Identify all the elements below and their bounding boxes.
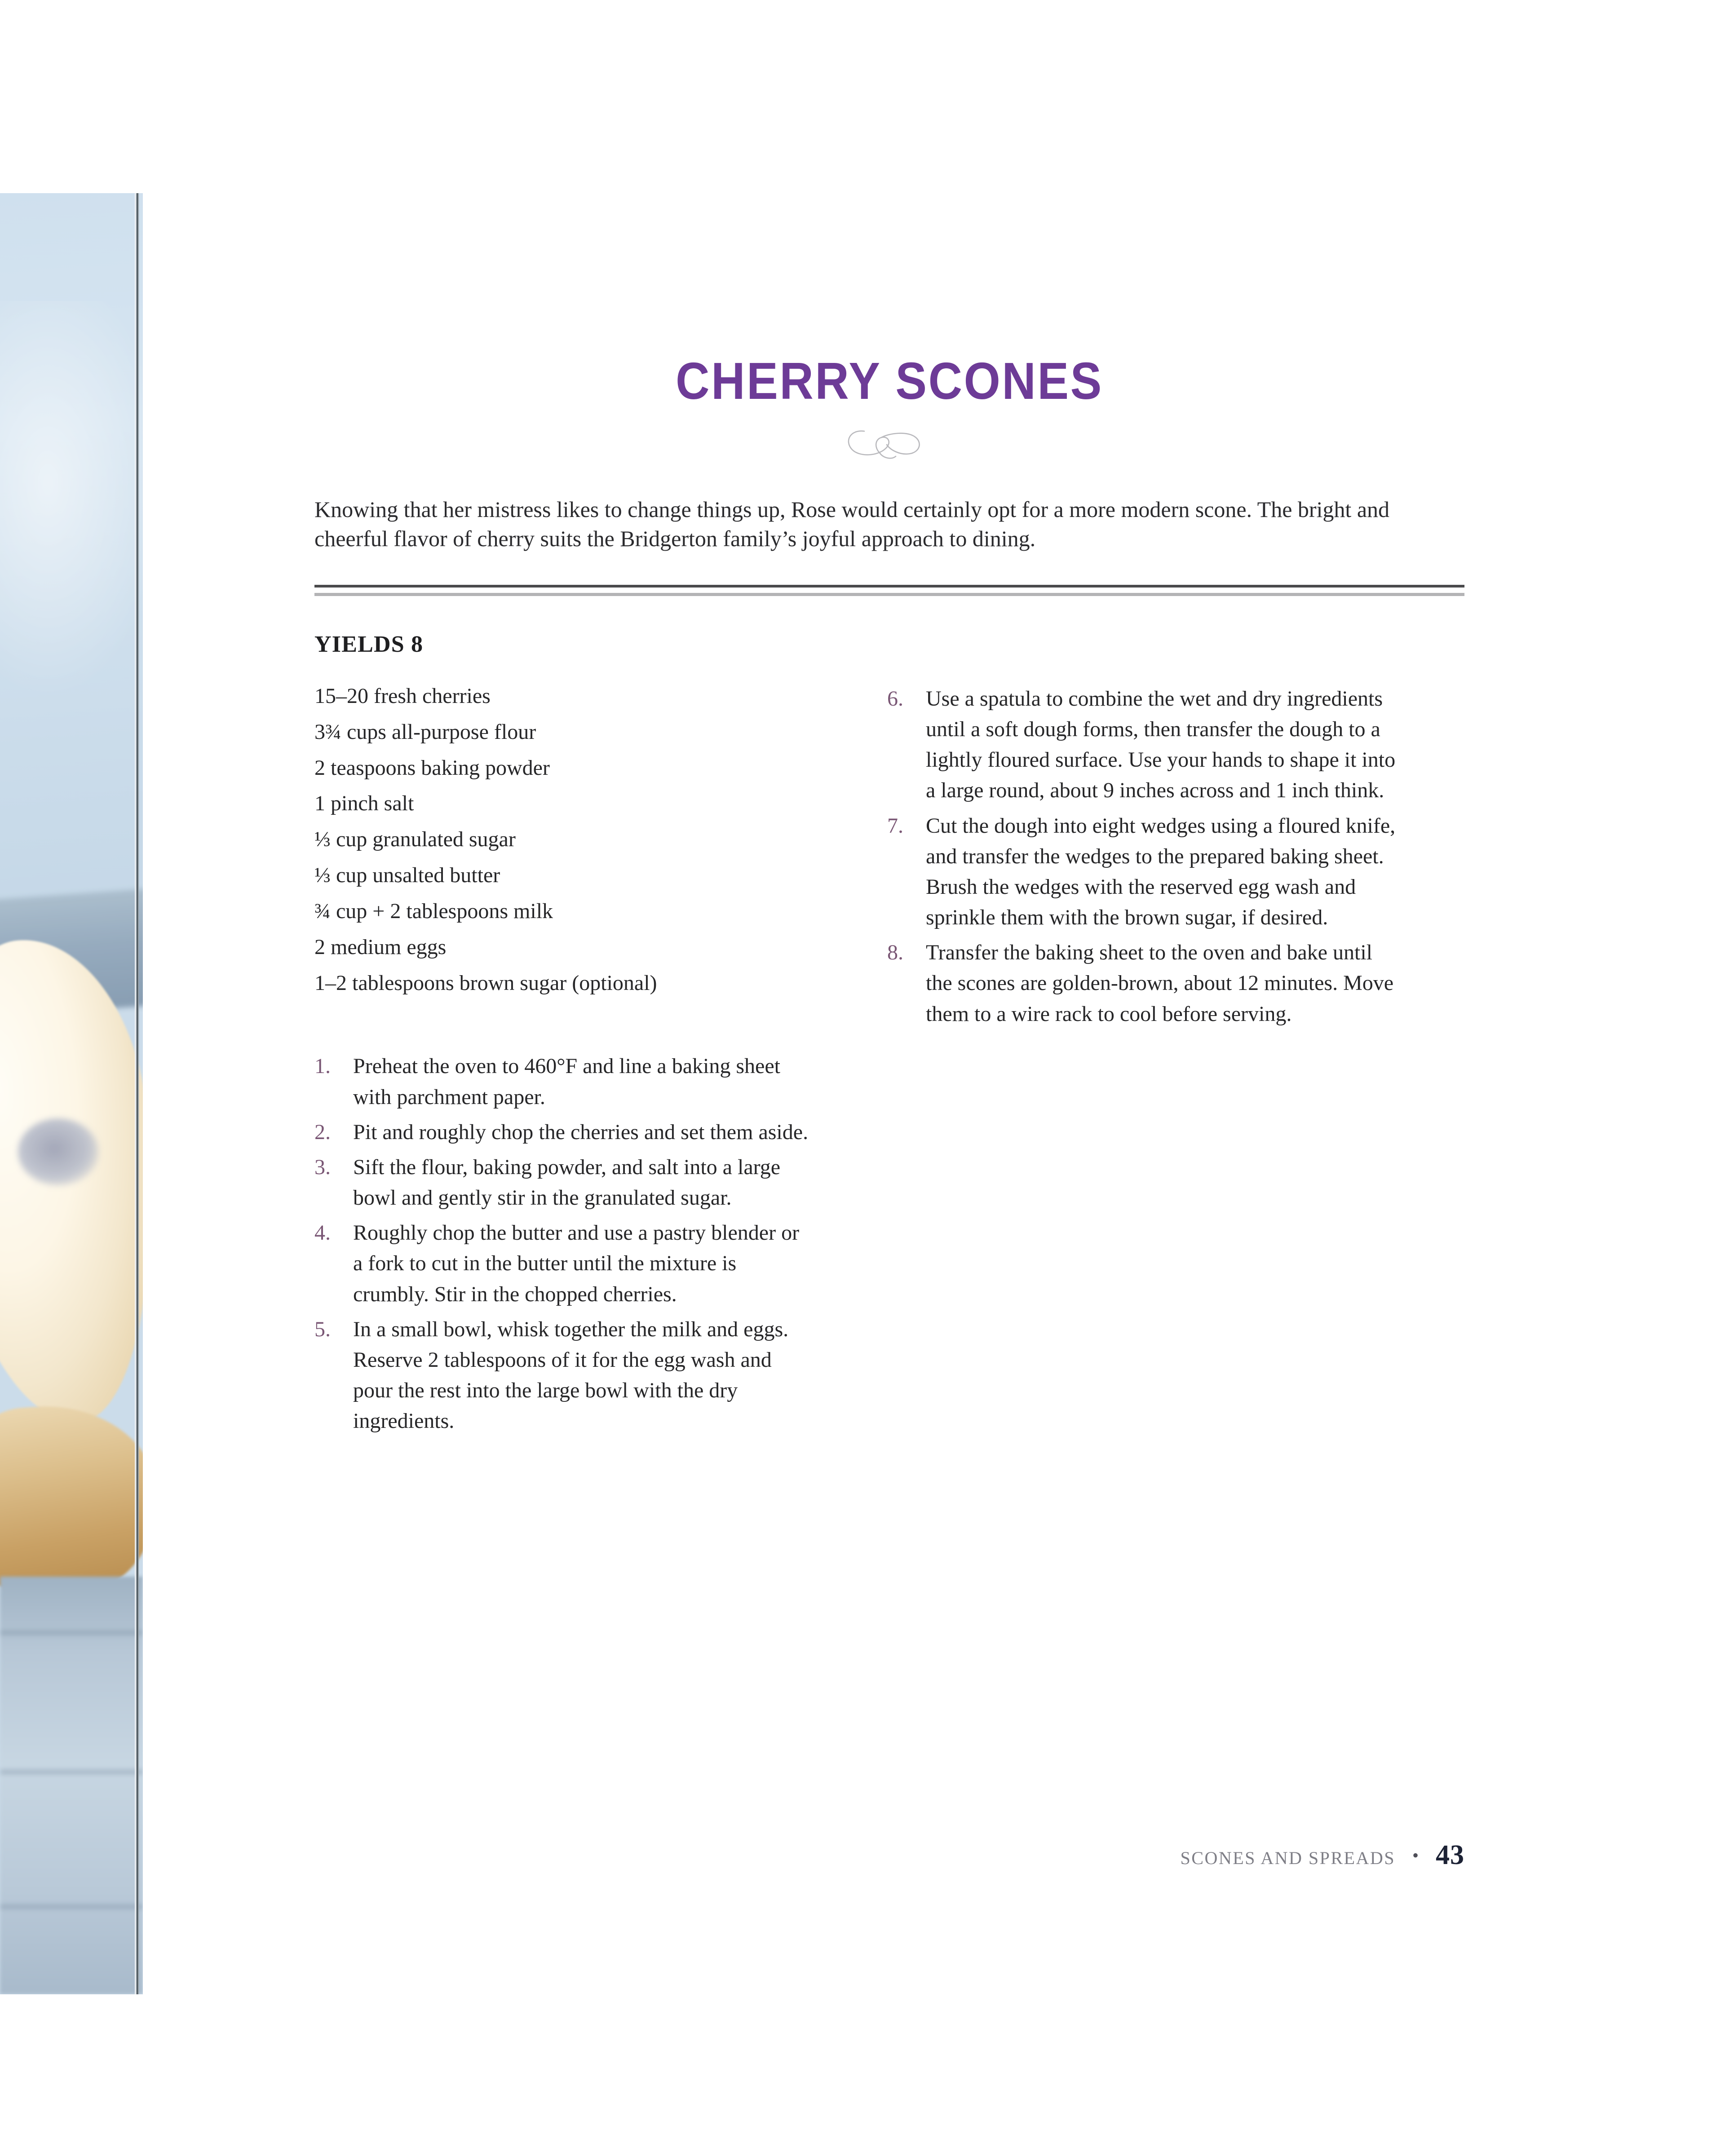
ingredient-item: 1 pinch salt [314,791,414,816]
step-number: 3. [314,1155,331,1179]
right-column [887,682,1397,1034]
step-text: In a small bowl, whisk together the milk and eggs. Reserve 2 tablespoons of it for the egg wash and pour the rest into the large bowl with the dry ingredients. [353,1317,789,1433]
step-text: Sift the flour, baking powder, and salt into a large bowl and gently stir in the granulated sugar. [353,1155,781,1210]
ingredient-item: ⅓ cup unsalted butter [314,863,500,888]
instruction-step [887,811,1397,933]
ingredient-item: 3¾ cups all-purpose flour [314,720,536,744]
photo-plank-seam [0,1770,143,1774]
ingredient-item: ⅓ cup granulated sugar [314,827,516,852]
step-text: Transfer the baking sheet to the oven and bake until the scones are golden-brown, about 12 minutes. Move them to a wire rack to cool before serving. [926,941,1394,1026]
step-number: 4. [314,1221,331,1245]
step-text: Cut the dough into eight wedges using a floured knife, and transfer the wedges to the prepared baking sheet. Brush the wedges with the reserved egg wash and sprinkle them with the brown sugar, if desired. [926,813,1396,930]
ingredient-item: 15–20 fresh cherries [314,684,491,708]
instruction-step [314,1117,811,1148]
ingredient-item: 2 teaspoons baking powder [314,755,550,780]
photo-plank-seam [0,1904,143,1909]
page-number: 43 [1436,1840,1464,1870]
instruction-step [314,1152,811,1213]
step-text: Roughly chop the butter and use a pastry blender or a fork to cut in the butter until the mixture is crumbly. Stir in the chopped cherries. [353,1221,800,1306]
photo-cherry-crumb [18,1118,99,1186]
step-number: 2. [314,1120,331,1144]
step-text: Preheat the oven to 460°F and line a baking sheet with parchment paper. [353,1054,780,1109]
divider-rule-dark [314,585,1464,588]
step-text: Use a spatula to combine the wet and dry ingredients until a soft dough forms, then transfer the dough to a lightly floured surface. Use your hands to shape it into a large round, about 9 inches across and 1 inch think. [926,687,1396,803]
ingredients-list [314,682,811,997]
page-title: CHERRY SCONES [676,352,1103,410]
recipe-columns [314,682,1464,1441]
step-number: 8. [887,941,903,965]
instruction-step [314,1051,811,1112]
step-number: 6. [887,687,903,711]
footer-section-label: SCONES AND SPREADS [1180,1848,1395,1868]
step-number: 5. [314,1317,331,1341]
instructions-list-left [314,1051,811,1436]
ingredient-item: 2 medium eggs [314,935,447,959]
instruction-step [887,684,1397,806]
photo-plank-seam [0,1630,143,1635]
cherry-scone-photograph [0,193,143,1994]
photo-scone-crust [0,1399,143,1602]
recipe-content [314,0,1464,1441]
yields-label: YIELDS 8 [314,632,424,657]
instruction-step [314,1218,811,1309]
step-number: 1. [314,1054,331,1078]
step-text: Pit and roughly chop the cherries and set them aside. [353,1120,809,1144]
instruction-step [314,1314,811,1437]
page-footer [314,1839,1464,1871]
section-divider [314,585,1464,596]
page-gutter-shadow [135,193,139,1994]
footer-separator-icon: • [1412,1845,1419,1865]
photo-table-surface [0,1577,143,1994]
instructions-list-right [887,684,1397,1029]
ingredient-item: 1–2 tablespoons brown sugar (optional) [314,971,657,995]
divider-rule-light [314,593,1464,596]
instruction-step [887,937,1397,1029]
ingredient-item: ¾ cup + 2 tablespoons milk [314,899,553,923]
step-number: 7. [887,813,903,838]
photo-highlight [0,301,143,705]
left-column [314,682,811,1441]
calligraphic-flourish-icon [831,415,948,469]
recipe-intro: Knowing that her mistress likes to change things up, Rose would certainly opt for a more modern scone. The bright and cheerful flavor of cherry suits the Bridgerton family’s joyful approach to dining. [314,497,1390,551]
